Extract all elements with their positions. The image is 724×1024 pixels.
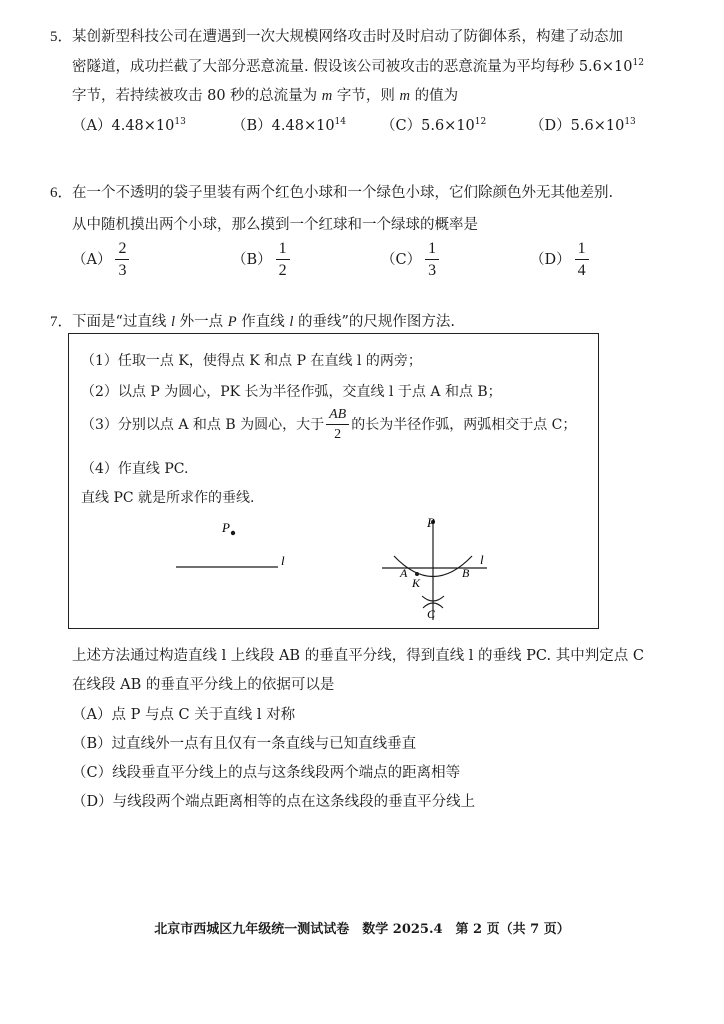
point-c-label: C bbox=[427, 607, 436, 621]
q7-option-d: （D）与线段两个端点距离相等的点在这条线段的垂直平分线上 bbox=[72, 794, 476, 810]
step-1: （1）任取一点 K，使得点 K 和点 P 在直线 l 的两旁； bbox=[81, 353, 422, 369]
point-k-label: K bbox=[412, 576, 421, 590]
q7-option-c: （C）线段垂直平分线上的点与这条线段两个端点的距离相等 bbox=[72, 765, 461, 781]
q6-number: 6． bbox=[50, 185, 73, 201]
step-4: （4）作直线 PC. bbox=[81, 461, 189, 477]
q5-line-3: 字节，若持续被攻击 80 秒的总流量为 m 字节，则 m 的值为 bbox=[72, 88, 459, 104]
q6-line-1: 在一个不透明的袋子里装有两个红色小球和一个绿色小球，它们除颜色外无其他差别. bbox=[72, 185, 614, 201]
left-point-p-label: P bbox=[222, 520, 230, 535]
step-5: 直线 PC 就是所求作的垂线. bbox=[81, 490, 255, 506]
q7-after-line-2: 在线段 AB 的垂直平分线上的依据可以是 bbox=[72, 677, 335, 693]
construction-figure bbox=[69, 334, 600, 630]
q6-option-d: （D） $\frac{1}{4}$ bbox=[530, 241, 589, 279]
q5-number: 5． bbox=[50, 29, 73, 45]
q5-option-d: $(D)5.6\times 10^{13}$ bbox=[530, 117, 636, 134]
step-3: （3）分别以点 A 和点 B 为圆心，大于 $\frac{AB}{2}$ 的长为半径作弧，两弧相交于点 C； bbox=[81, 407, 577, 442]
right-point-p-label: P bbox=[427, 515, 435, 530]
step-2: （2）以点 P 为圆心，PK 长为半径作弧，交直线 l 于点 A 和点 B； bbox=[81, 384, 502, 400]
q6-line-2: 从中随机摸出两个小球，那么摸到一个红球和一个绿球的概率是 bbox=[72, 217, 478, 233]
q6-option-b: （B） $\frac{1}{2}$ bbox=[232, 241, 290, 279]
q7-after-line-1: 上述方法通过构造直线 l 上线段 AB 的垂直平分线，得到直线 l 的垂线 PC. 其中判定点 C bbox=[72, 648, 644, 664]
q7-option-a: （A）点 P 与点 C 关于直线 l 对称 bbox=[72, 707, 296, 723]
q6-option-a: （A） $\frac{2}{3}$ bbox=[72, 241, 129, 279]
q5-line-1: 某创新型科技公司在遭遇到一次大规模网络攻击时及时启动了防御体系，构建了动态加 bbox=[72, 29, 623, 45]
left-line-l-label: l bbox=[281, 553, 285, 568]
point-a-label: A bbox=[400, 566, 408, 580]
q7-option-b: （B）过直线外一点有且仅有一条直线与已知直线垂直 bbox=[72, 736, 417, 752]
q5-option-c: $(C)5.6\times 10^{12}$ bbox=[381, 117, 487, 134]
right-line-l-label: l bbox=[480, 552, 484, 567]
q7-intro: 下面是“过直线 l 外一点 P 作直线 l 的垂线”的尺规作图方法. bbox=[72, 314, 456, 330]
q5-option-a: $(A)4.48\times 10^{13}$ bbox=[72, 117, 186, 134]
q6-option-c: （C） $\frac{1}{3}$ bbox=[381, 241, 439, 279]
construction-steps-box bbox=[68, 333, 599, 629]
q7-number: 7． bbox=[50, 314, 73, 330]
point-b-label: B bbox=[462, 566, 470, 580]
q5-option-b: $(B)4.48\times 10^{14}$ bbox=[232, 117, 346, 134]
page-footer: 北京市西城区九年级统一测试试卷 数学 2025.4 第 2 页（共 7 页） bbox=[154, 922, 570, 937]
left-point-p-dot bbox=[231, 531, 235, 535]
q5-line-2: 密隧道，成功拦截了大部分恶意流量. 假设该公司被攻击的恶意流量为平均每秒 $5.6\times 10^{12}$ bbox=[72, 58, 644, 75]
